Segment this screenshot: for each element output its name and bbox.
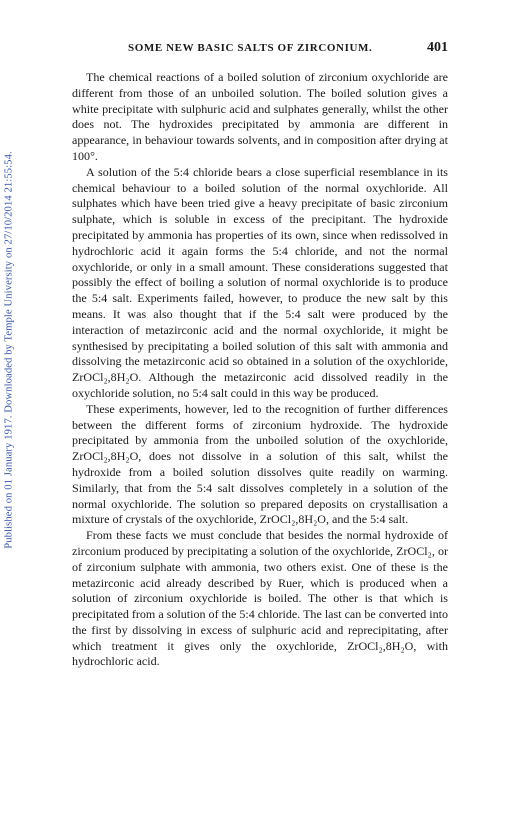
page-number: 401: [427, 40, 448, 55]
paragraph-1: The chemical reactions of a boiled solution of zirconium oxychloride are different from those of an unboiled solution. The boiled solution gives a white precipitate with sulphuric acid and sulphates generally, whilst the other does not. The hydroxides precipitated by ammonia are different in appearance, in behaviour towards solvents, and in composition after drying at 100°.: [72, 70, 448, 163]
paragraph-3: These experiments, however, led to the recognition of further differences between the different forms of zirconium hydroxide. The hydroxide precipitated by ammonia from the unboiled solution of the oxychloride, ZrOCl₂,8H₂O, does not dissolve in a solution of this salt, whilst the hydroxide from a boiled solution dissolves quite readily on warming. Similarly, that from the 5:4 salt dissolves completely in a solution of the normal oxychloride. The solution so prepared deposits on crystallisation a mixture of crystals of the oxychloride, ZrOCl₂,8H₂O, and the 5:4 salt.: [72, 401, 448, 527]
download-watermark: [2, 70, 16, 630]
download-watermark-text: Published on 01 January 1917. Downloaded by Temple University on 27/10/2014 21:55:54.: [3, 151, 15, 549]
paragraph-4: From these facts we must conclude that besides the normal hydroxide of zirconium produced by precipitating a solution of the oxychloride, ZrOCl₂, or of zirconium sulphate with ammonia, two others exist. One of these is the metazirconic acid already described by Ruer, which is produced when a solution of zirconium oxychloride is boiled. The other is that which is precipitated from a solution of the 5:4 chloride. The last can be converted into the first by dissolving in excess of sulphuric acid and reprecipitating, after which treatment it gives only the oxychloride, ZrOCl₂,8H₂O, with hydrochloric acid.: [72, 528, 448, 669]
paragraph-2: A solution of the 5:4 chloride bears a close superficial resemblance in its chemical behaviour to a boiled solution of the normal oxychloride. All sulphates which have been tried give a heavy precipitate of basic zirconium sulphate, which is soluble in excess of the precipitant. The hydroxide precipitated by ammonia has properties of its own, since when redissolved in hydrochloric acid it again forms the 5:4 chloride, and not the normal oxychloride, or only in a small amount. These considerations suggested that possibly the effect of boiling a solution of normal oxychloride is to produce the 5:4 salt. Experiments failed, however, to produce the new salt by this means. It was also thought that if the 5:4 salt were produced by the interaction of metazirconic acid and the normal oxychloride, it might be synthesised by precipitating a boiled solution of this salt with ammonia and dissolving the metazirconic acid so obtained in a solution of the oxychloride, ZrOCl₂,8H₂O. Although the metazirconic acid dissolved readily in the oxychloride solution, no 5:4 salt could in this way be produced.: [72, 164, 448, 400]
running-header: [72, 42, 448, 58]
article-body: [72, 70, 448, 670]
running-title: SOME NEW BASIC SALTS OF ZIRCONIUM.: [128, 42, 373, 54]
